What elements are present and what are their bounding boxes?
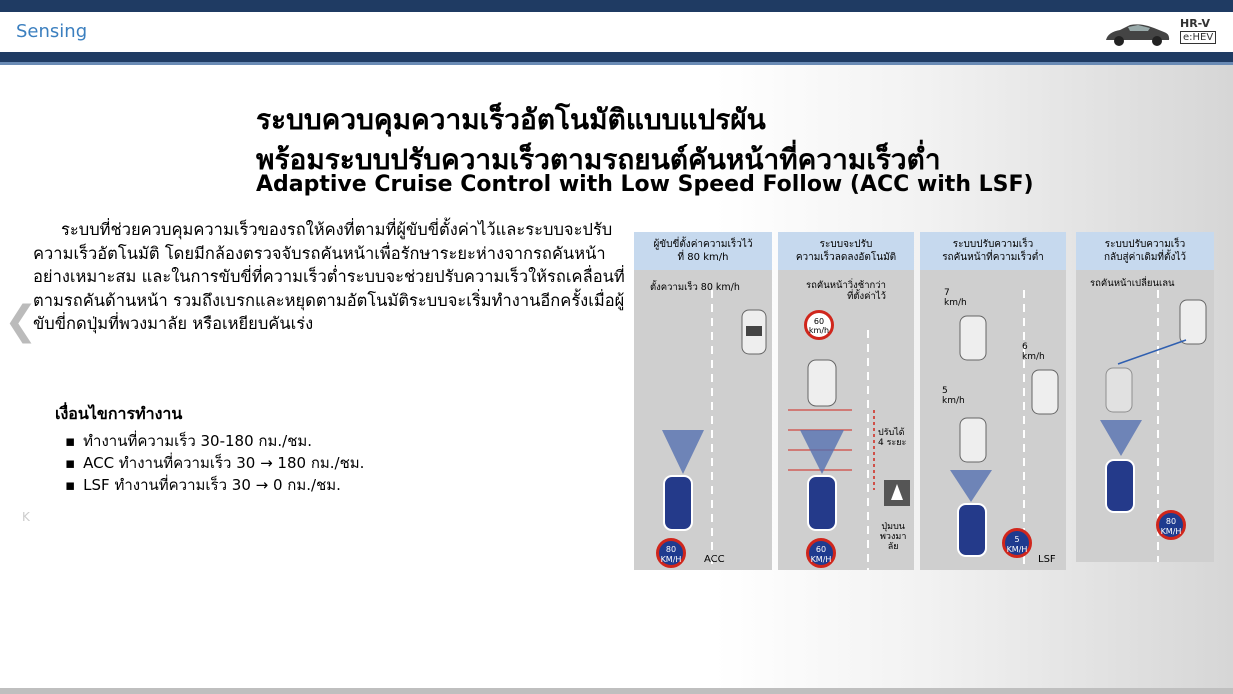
button-label (880, 522, 906, 552)
speed-badge (656, 538, 686, 568)
panel-slowdown (778, 232, 914, 570)
header-divider (0, 52, 1233, 62)
lane-scene (634, 270, 772, 570)
lane-scene (920, 270, 1066, 570)
sign-value: 60 (813, 317, 825, 326)
speed-value: 6 (1022, 342, 1028, 352)
title-line-1: ระบบควบคุมความเร็วอัตโนมัติแบบแปรผัน (256, 103, 766, 136)
panel-subtitle: รถคันหน้าเปลี่ยนเลน (1090, 278, 1175, 289)
panel-header-line: ระบบปรับความเร็ว (952, 239, 1034, 250)
panel-header-line: ที่ 80 km/h (677, 252, 729, 263)
adjust-line: ปรับได้ (878, 428, 905, 438)
adjust-line: 4 ระยะ (878, 438, 907, 448)
adjust-label (878, 428, 906, 448)
prev-slide-icon[interactable]: ❮ (4, 298, 38, 344)
panel-header (778, 232, 914, 270)
badge-unit: KM/H (810, 555, 832, 564)
panel-header-line: ระบบปรับความเร็ว (1104, 239, 1186, 250)
conditions (55, 402, 615, 496)
header-divider-light (0, 62, 1233, 65)
list-item: ▪ ทำงานที่ความเร็ว 30-180 กม./ชม. (65, 430, 615, 452)
badge-value: 80 (665, 545, 677, 554)
conditions-title: เงื่อนไขการทำงาน (55, 404, 183, 423)
speed-badge (1156, 510, 1186, 540)
speed-label (944, 288, 967, 308)
speed-label (1022, 342, 1045, 362)
panel-header-line: ระบบจะปรับ (819, 239, 873, 250)
list-item: ▪ ACC ทำงานที่ความเร็ว 30 → 180 กม./ชม. (65, 452, 615, 474)
badge-value: 5 (1014, 535, 1020, 544)
speed-value: 5 (942, 386, 948, 396)
description (33, 218, 628, 336)
button-line: ปุ่มบน (881, 522, 905, 532)
speed-badge (1002, 528, 1032, 558)
panel-header-line: ผู้ขับขี่ตั้งค่าความเร็วไว้ (653, 239, 753, 250)
hrv-logo (1102, 14, 1232, 50)
subtitle-line: ที่ตั้งค่าไว้ (847, 291, 886, 302)
badge-unit: KM/H (1160, 527, 1182, 536)
logo-sub: e:HEV (1180, 31, 1216, 44)
badge-unit: KM/H (660, 555, 682, 564)
panel-header-line: กลับสู่ค่าเดิมที่ตั้งไว้ (1103, 252, 1187, 263)
panel-header-line: ความเร็วลดลงอัตโนมัติ (795, 252, 897, 263)
top-bar (0, 0, 1233, 12)
speed-unit: km/h (944, 298, 967, 308)
badge-unit: KM/H (1006, 545, 1028, 554)
panel-lsf (920, 232, 1066, 570)
logo-model: HR-V (1180, 17, 1210, 30)
lane-scene (1076, 270, 1214, 562)
section-title: Sensing (16, 21, 88, 42)
list-item: ▪ LSF ทำงานที่ความเร็ว 30 → 0 กม./ชม. (65, 474, 615, 496)
speed-value: 7 (944, 288, 950, 298)
description-text: ระบบที่ช่วยควบคุมความเร็วของรถให้คงที่ตามที่ผู้ขับขี่ตั้งค่าไว้และระบบจะปรับความเร็วอัตโนมัติ โดยมีกล้องตรวจจับรถคันหน้าเพื่อรักษาระยะห่างจากรถคันหน้าอย่างเหมาะสม และในการขับขี่ที่ความเร็วต่ำระบบจะช่วยปรับความเร็วให้รถเคลื่อนที่ตามรถคันด้านหน้า รวมถึงเบรกและหยุดตามอัตโนมัติระบบจะเริ่มทำงานอีกครั้งเมื่อผู้ขับขี่กดปุ่มที่พวงมาลัย หรือเหยียบคันเร่ง (33, 220, 625, 333)
title-line-3: Adaptive Cruise Control with Low Speed Follow (ACC with LSF) (256, 172, 1034, 197)
panel-acc (634, 232, 772, 570)
car-icon (1102, 20, 1172, 48)
speed-unit: km/h (1022, 352, 1045, 362)
slide-header (0, 12, 1233, 52)
panel-header (920, 232, 1066, 270)
acc-label: ACC (704, 554, 725, 565)
footer-bar (0, 688, 1233, 694)
panel-header (634, 232, 772, 270)
button-line: พวงมา (880, 532, 907, 542)
speed-unit: km/h (942, 396, 965, 406)
panel-subtitle: ตั้งความเร็ว 80 km/h (650, 282, 740, 293)
speed-badge (806, 538, 836, 568)
lsf-label: LSF (1038, 554, 1056, 565)
button-line: ลัย (887, 542, 899, 552)
badge-value: 60 (815, 545, 827, 554)
speed-label (942, 386, 965, 406)
title-line-2: พร้อมระบบปรับความเร็วตามรถยนต์คันหน้าที่ความเร็วต่ำ (256, 143, 941, 176)
watermark-icon: K (22, 510, 30, 524)
subtitle-line: รถคันหน้าวิ่งช้ากว่า (806, 280, 886, 291)
conditions-list (55, 430, 615, 496)
sign-unit: km/h (808, 326, 830, 335)
badge-value: 80 (1165, 517, 1177, 526)
panel-header (1076, 232, 1214, 270)
panel-resume (1076, 232, 1214, 562)
speed-sign (804, 310, 834, 340)
panel-header-line: รถคันหน้าที่ความเร็วต่ำ (942, 252, 1044, 263)
